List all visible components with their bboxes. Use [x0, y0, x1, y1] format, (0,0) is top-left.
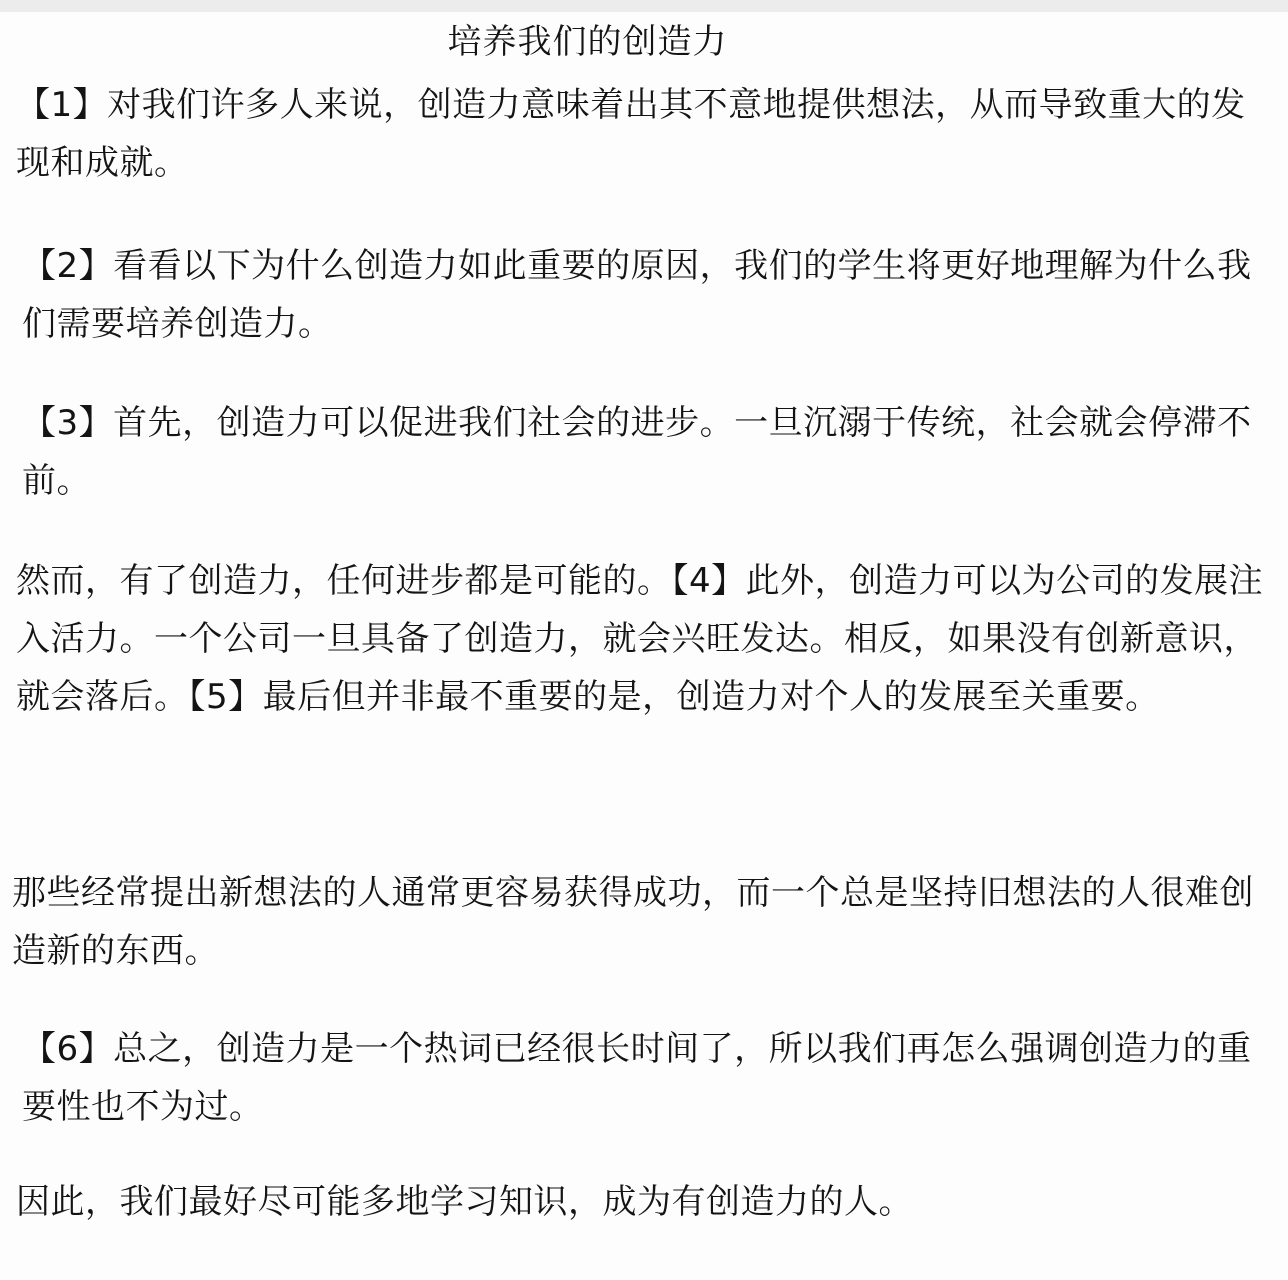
paragraph-2: 【2】看看以下为什么创造力如此重要的原因，我们的学生将更好地理解为什么我们需要培养创造力。 — [22, 246, 1252, 344]
paragraph-5: 那些经常提出新想法的人通常更容易获得成功，而一个总是坚持旧想法的人很难创造新的东西。 — [12, 873, 1254, 971]
scan-top-edge — [0, 0, 1288, 12]
paragraph-7: 因此，我们最好尽可能多地学习知识，成为有创造力的人。 — [16, 1182, 913, 1222]
paragraph-6: 【6】总之，创造力是一个热词已经很长时间了，所以我们再怎么强调创造力的重要性也不为过。 — [22, 1029, 1252, 1127]
paragraph-4: 然而，有了创造力，任何进步都是可能的。【4】此外，创造力可以为公司的发展注入活力。一个公司一旦具备了创造力，就会兴旺发达。相反，如果没有创新意识，就会落后。【5】最后但并非最不重要的是，创造力对个人的发展至关重要。 — [16, 561, 1264, 717]
paragraph-3: 【3】首先，创造力可以促进我们社会的进步。一旦沉溺于传统，社会就会停滞不前。 — [22, 403, 1252, 501]
page-title: 培养我们的创造力 — [447, 22, 728, 62]
paragraph-1: 【1】对我们许多人来说，创造力意味着出其不意地提供想法，从而导致重大的发现和成就。 — [16, 85, 1246, 183]
